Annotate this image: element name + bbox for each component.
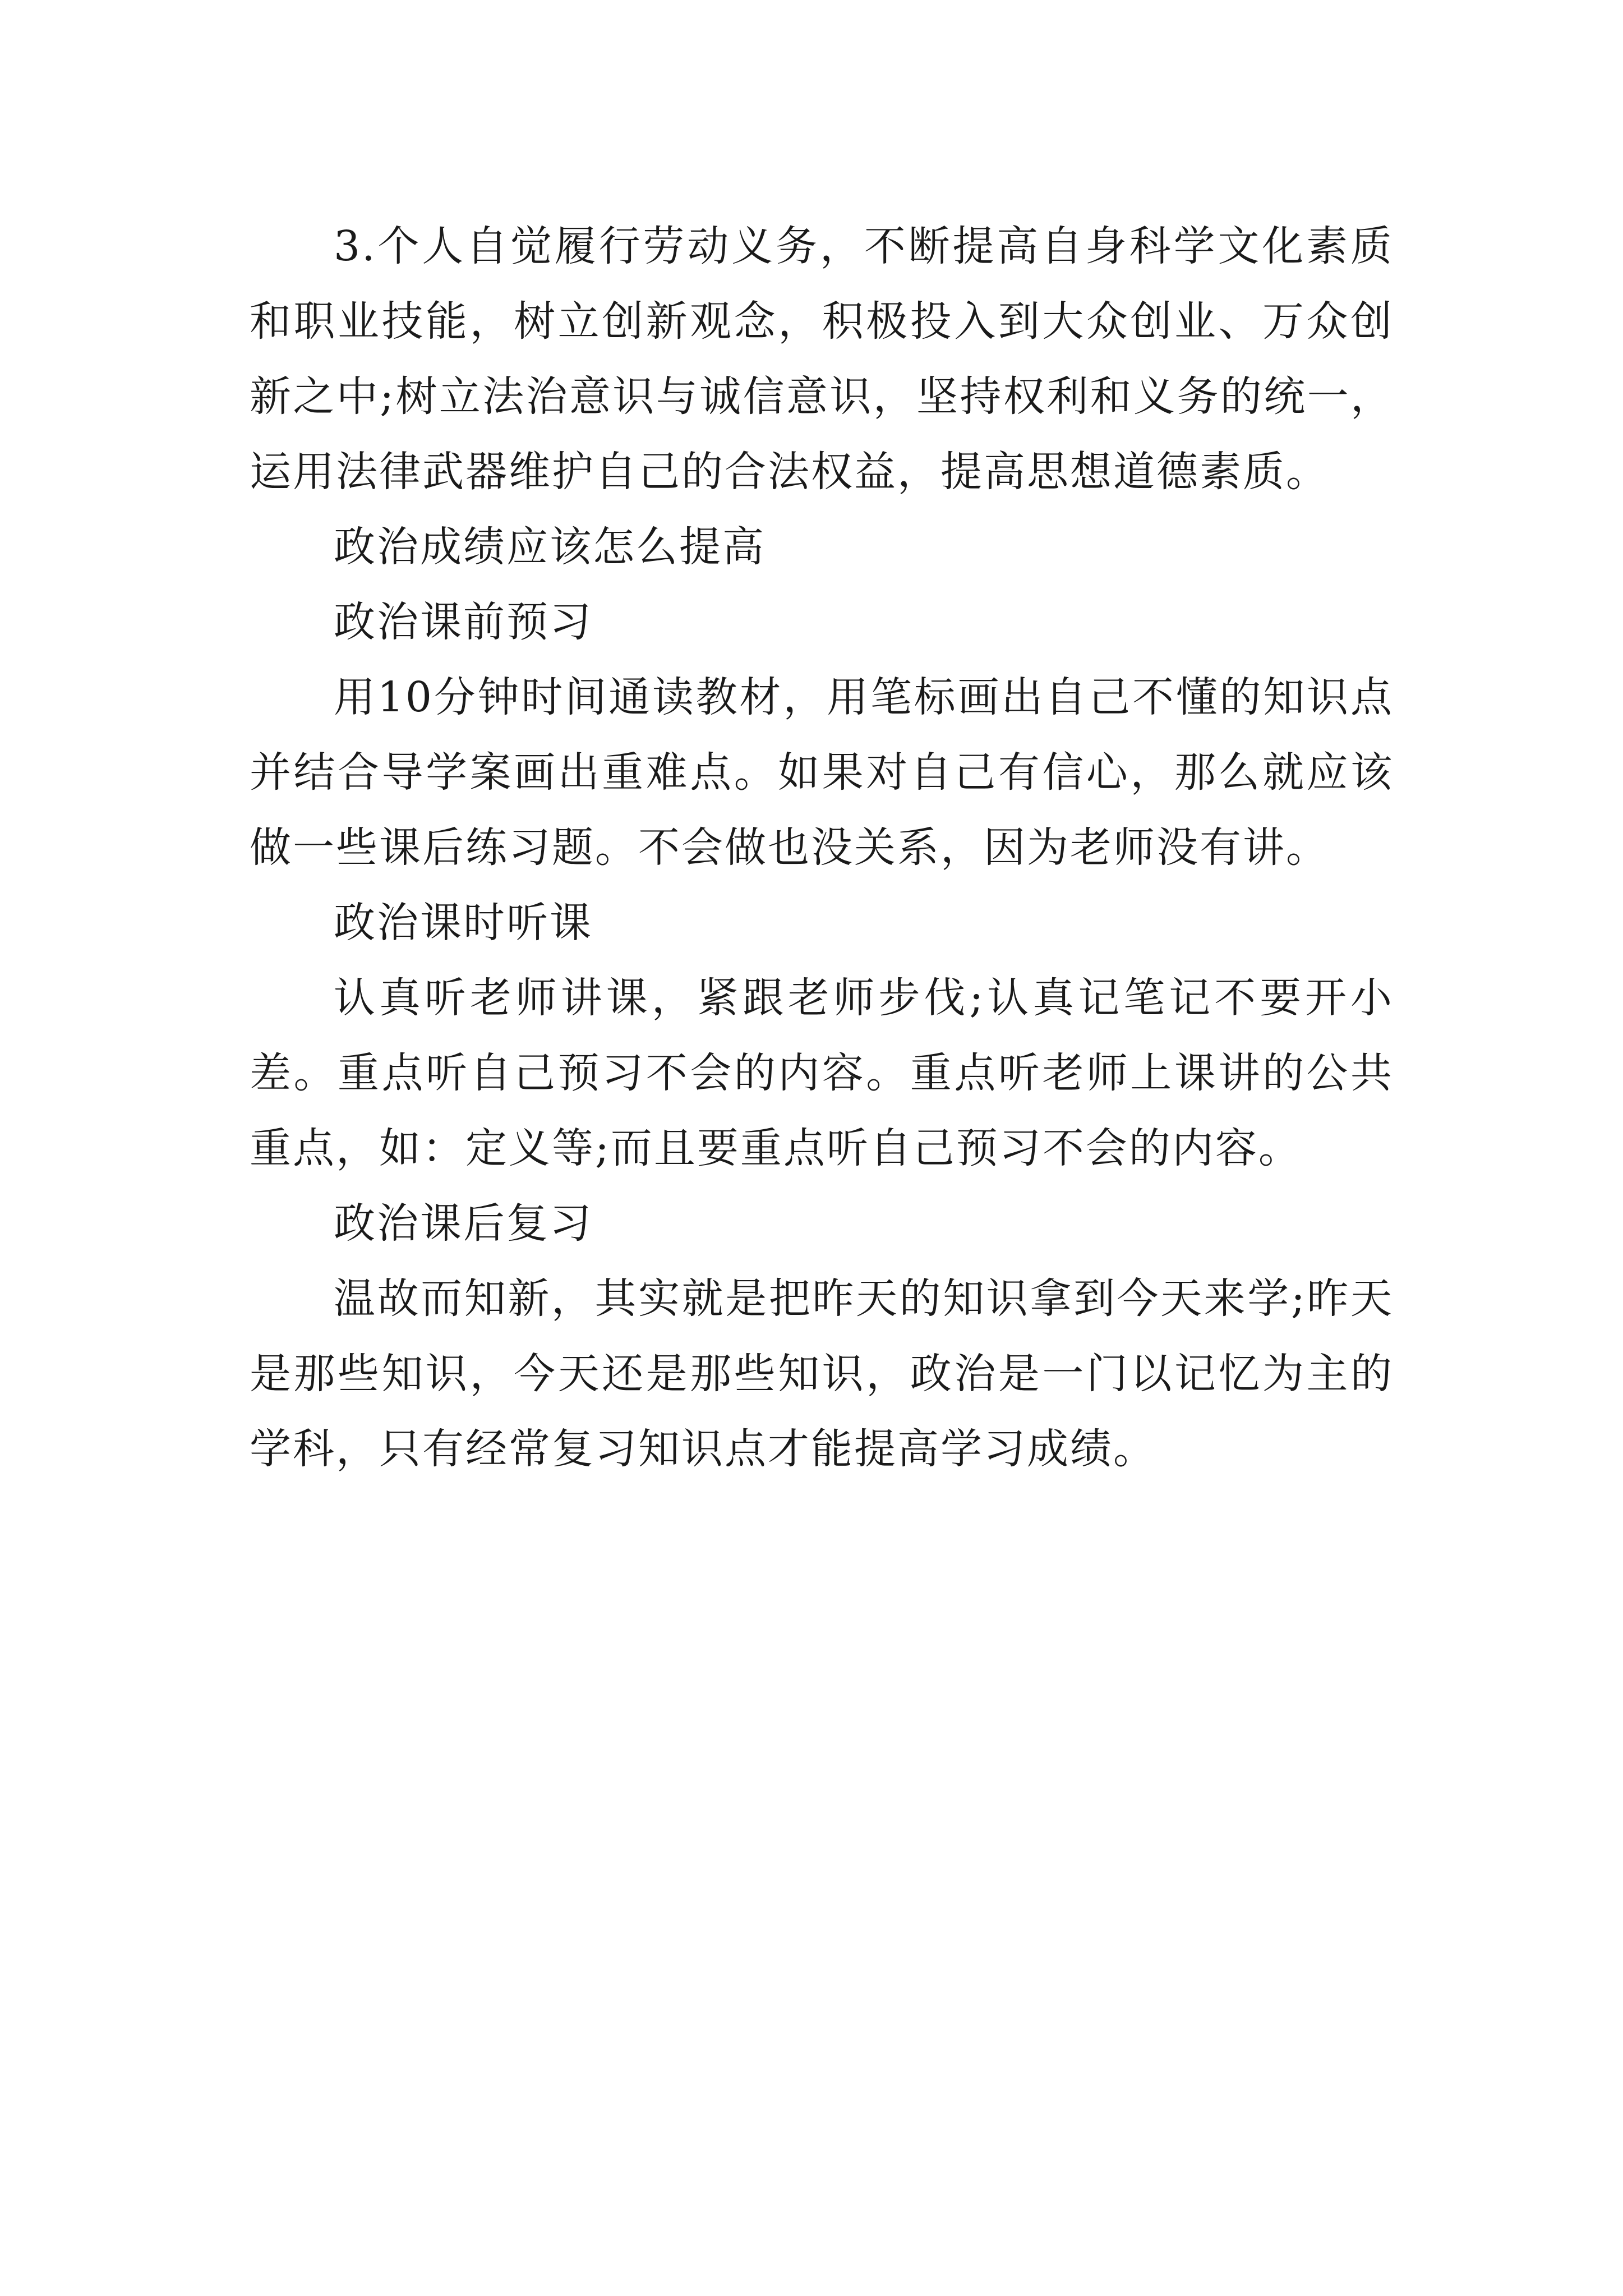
paragraph-labor-duty: 3.个人自觉履行劳动义务，不断提高自身科学文化素质和职业技能，树立创新观念，积极投入到大众创业、万众创新之中;树立法治意识与诚信意识，坚持权利和义务的统一，运用法律武器维护自己的合法权益，提高思想道德素质。: [250, 222, 1394, 496]
section-heading-listening: 政治课时听课: [334, 899, 593, 947]
section-heading-review: 政治课后复习: [334, 1199, 593, 1248]
document-body: [250, 209, 1394, 1487]
section-heading-preview: 政治课前预习: [334, 598, 593, 646]
paragraph-review: 温故而知新，其实就是把昨天的知识拿到今天来学;昨天是那些知识，今天还是那些知识，政治是一门以记忆为主的学科，只有经常复习知识点才能提高学习成绩。: [250, 1274, 1394, 1473]
section-heading-improve-grades: 政治成绩应该怎么提高: [334, 523, 766, 571]
paragraph-preview: 用10分钟时间通读教材，用笔标画出自己不懂的知识点并结合导学案画出重难点。如果对自己有信心，那么就应该做一些课后练习题。不会做也没关系，因为老师没有讲。: [250, 673, 1394, 872]
paragraph-listening: 认真听老师讲课，紧跟老师步伐;认真记笔记不要开小差。重点听自己预习不会的内容。重点听老师上课讲的公共重点，如：定义等;而且要重点听自己预习不会的内容。: [250, 974, 1394, 1172]
